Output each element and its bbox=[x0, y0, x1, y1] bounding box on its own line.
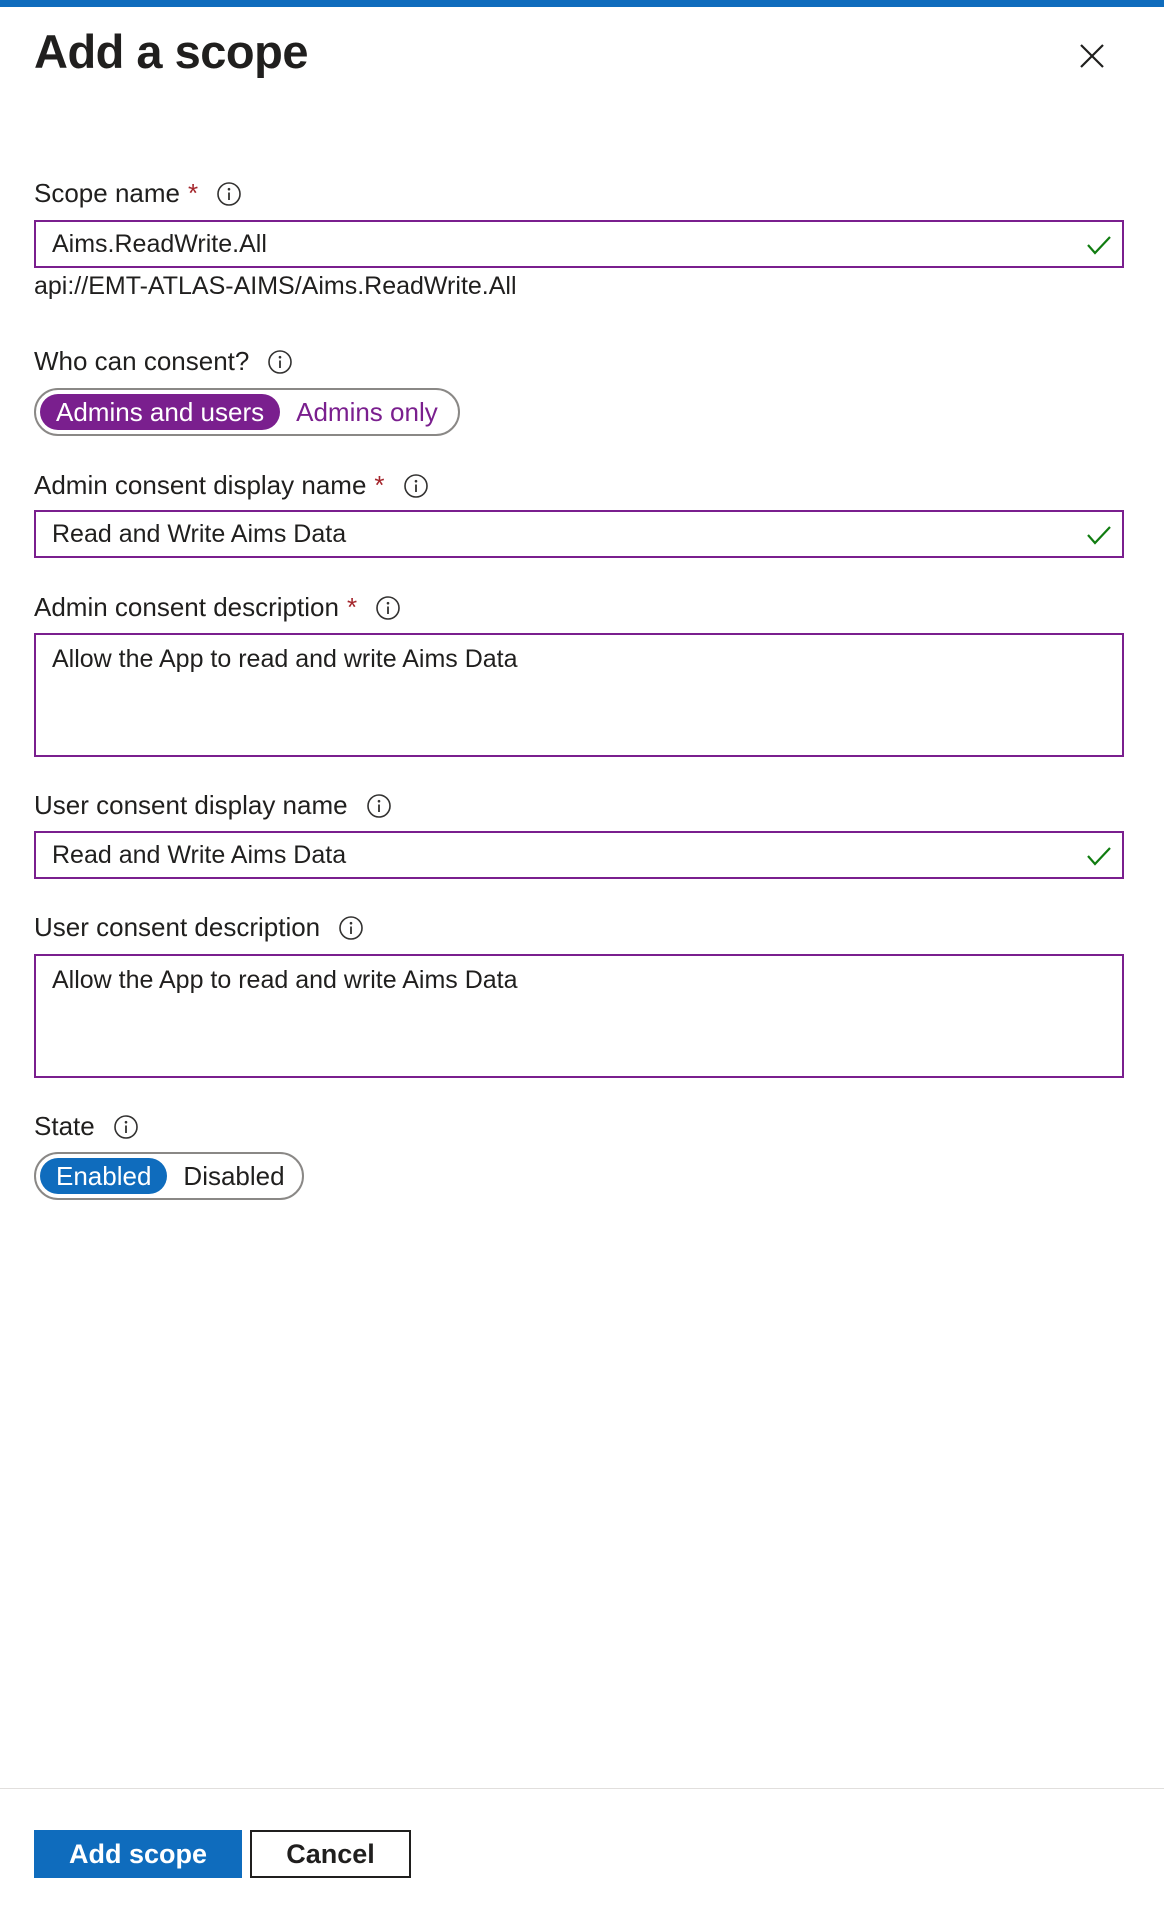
admin-display-name-label-text: Admin consent display name bbox=[34, 470, 367, 500]
scope-name-value: Aims.ReadWrite.All bbox=[52, 229, 267, 258]
user-display-name-input[interactable] bbox=[34, 831, 1124, 879]
state-label-text: State bbox=[34, 1111, 95, 1141]
state-label bbox=[34, 1111, 139, 1142]
user-description-label-text: User consent description bbox=[34, 912, 321, 942]
close-icon bbox=[1078, 42, 1106, 70]
footer-divider bbox=[0, 1788, 1164, 1789]
scope-name-input[interactable] bbox=[34, 220, 1124, 268]
admin-display-name-value: Read and Write Aims Data bbox=[52, 519, 347, 548]
panel-title: Add a scope bbox=[34, 25, 308, 78]
info-icon[interactable] bbox=[403, 473, 429, 499]
who-can-consent-label-text: Who can consent? bbox=[34, 346, 250, 376]
scope-uri-helper: api://EMT-ATLAS-AIMS/Aims.ReadWrite.All bbox=[34, 272, 517, 300]
checkmark-icon bbox=[1086, 844, 1112, 868]
admin-description-value: Allow the App to read and write Aims Data bbox=[52, 645, 518, 673]
cancel-button[interactable]: Cancel bbox=[250, 1830, 411, 1878]
info-icon[interactable] bbox=[375, 595, 401, 621]
add-scope-button[interactable]: Add scope bbox=[34, 1830, 242, 1878]
info-icon[interactable] bbox=[366, 793, 392, 819]
admin-description-label-text: Admin consent description bbox=[34, 592, 339, 622]
info-icon[interactable] bbox=[338, 915, 364, 941]
admin-description-label bbox=[34, 592, 401, 623]
user-description-textarea[interactable] bbox=[34, 954, 1124, 1078]
scope-name-label bbox=[34, 178, 242, 209]
option-admins-only[interactable]: Admins only bbox=[296, 396, 438, 427]
user-description-label bbox=[34, 912, 364, 943]
checkmark-icon bbox=[1086, 233, 1112, 257]
user-display-name-label bbox=[34, 790, 392, 821]
user-description-value: Allow the App to read and write Aims Data bbox=[52, 966, 518, 994]
state-toggle[interactable] bbox=[34, 1152, 304, 1200]
user-display-name-value: Read and Write Aims Data bbox=[52, 840, 347, 869]
info-icon[interactable] bbox=[216, 181, 242, 207]
scope-name-label-text: Scope name bbox=[34, 178, 180, 208]
who-can-consent-label bbox=[34, 346, 293, 377]
required-mark: * bbox=[346, 592, 358, 622]
admin-description-textarea[interactable] bbox=[34, 633, 1124, 757]
who-can-consent-toggle[interactable] bbox=[34, 388, 460, 436]
option-disabled[interactable]: Disabled bbox=[183, 1160, 285, 1191]
info-icon[interactable] bbox=[113, 1114, 139, 1140]
option-admins-and-users[interactable]: Admins and users bbox=[40, 394, 280, 430]
user-display-name-label-text: User consent display name bbox=[34, 790, 348, 820]
admin-display-name-label bbox=[34, 470, 429, 501]
option-enabled[interactable]: Enabled bbox=[40, 1158, 167, 1194]
checkmark-icon bbox=[1086, 523, 1112, 547]
info-icon[interactable] bbox=[267, 349, 293, 375]
close-button[interactable] bbox=[1072, 36, 1112, 76]
required-mark: * bbox=[187, 178, 199, 208]
top-accent-bar bbox=[0, 0, 1164, 7]
admin-display-name-input[interactable] bbox=[34, 510, 1124, 558]
required-mark: * bbox=[374, 470, 385, 500]
